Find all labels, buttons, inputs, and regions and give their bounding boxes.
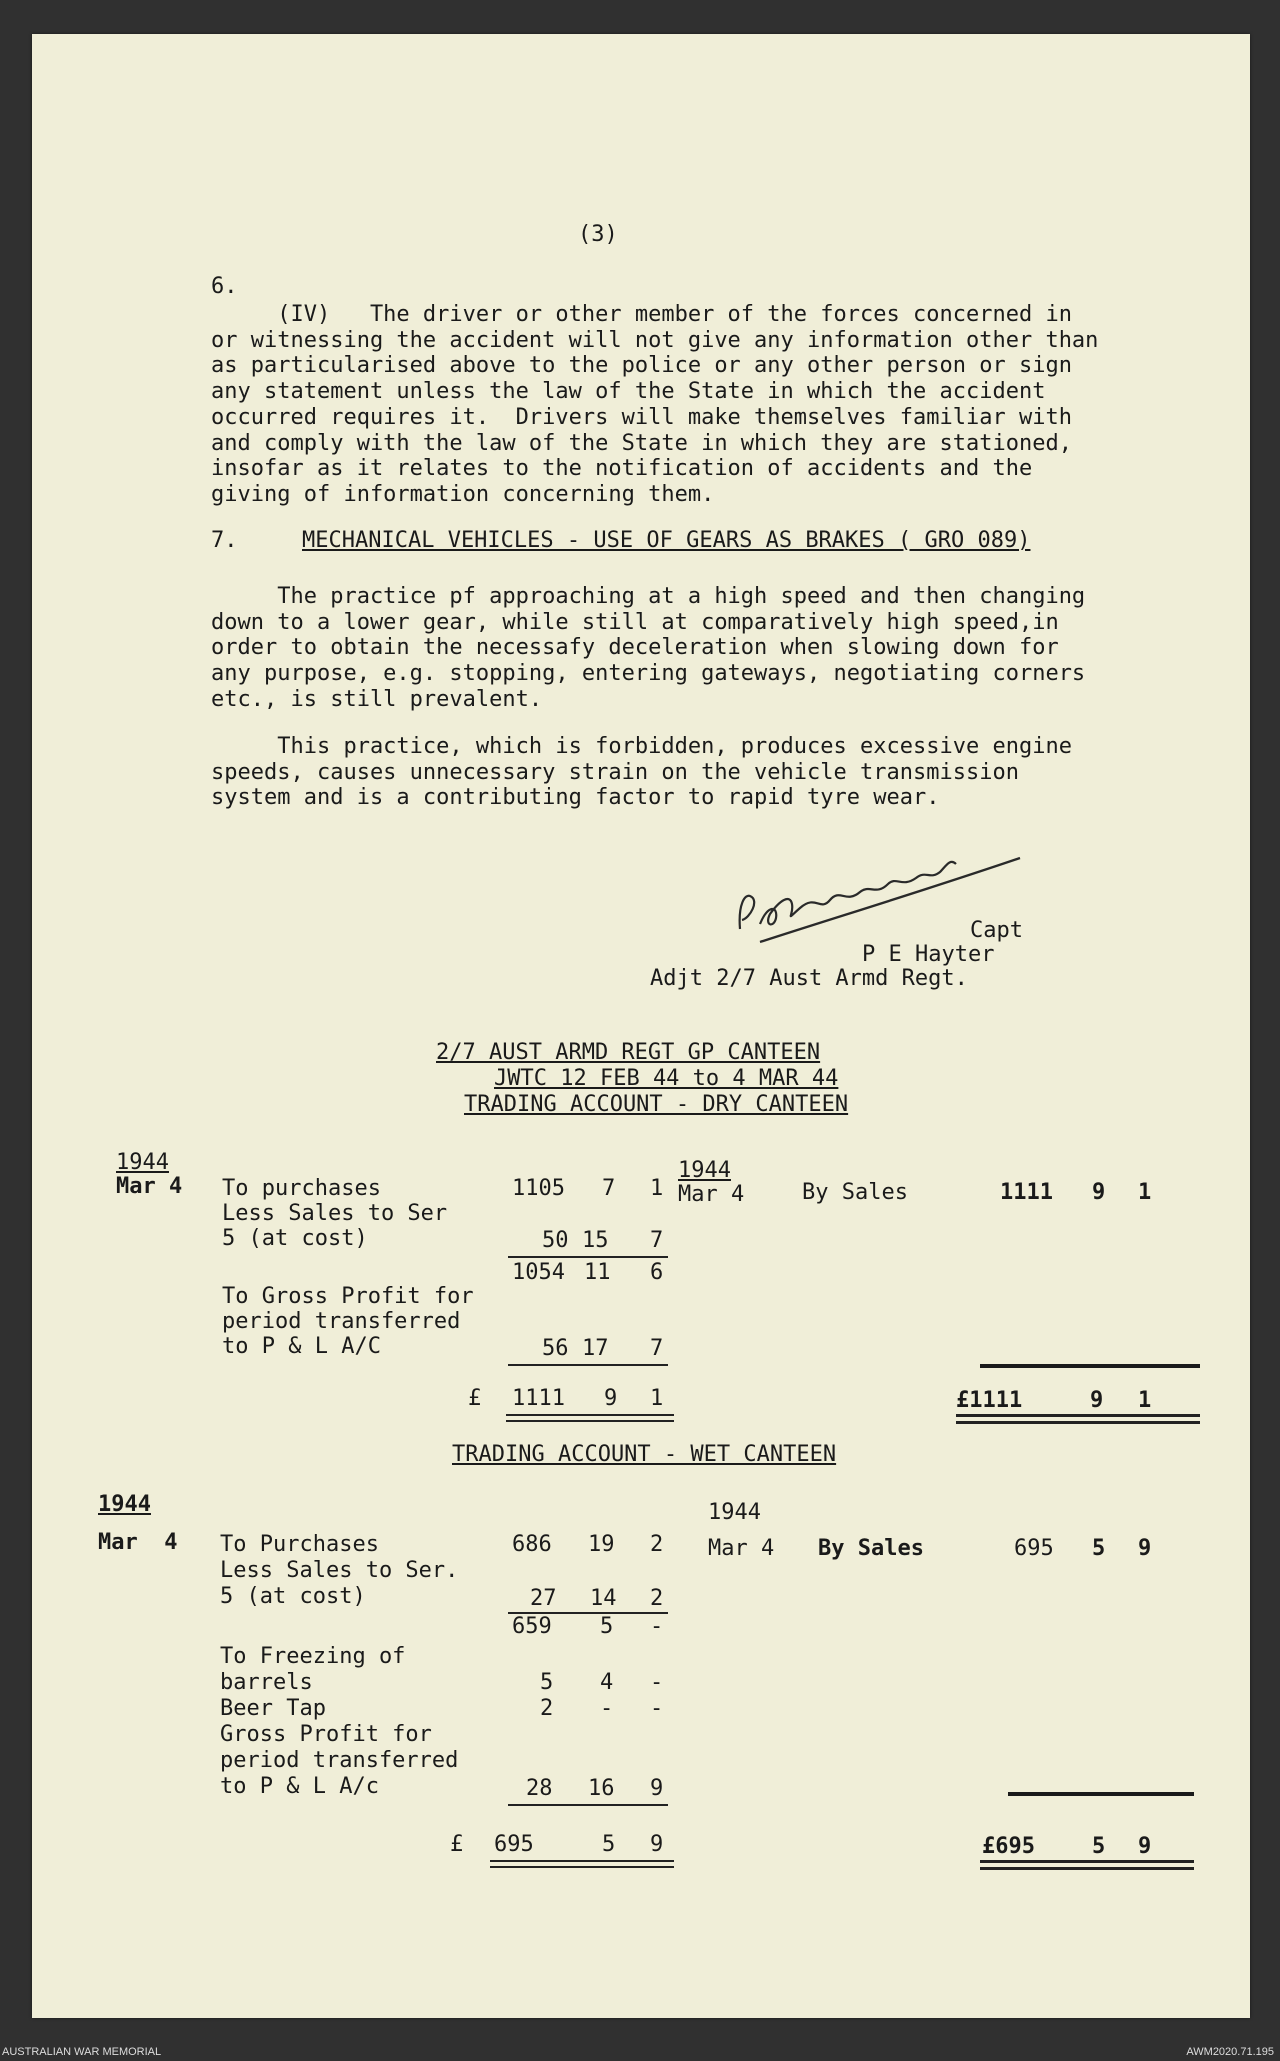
wet-total-pounds: 695 (494, 1832, 534, 1857)
dry-right-rule (980, 1364, 1200, 1368)
wet-profit-label-3: to P & L A/c (220, 1774, 379, 1799)
dry-purchases-pence: 1 (650, 1176, 664, 1201)
dry-profit-rule (508, 1364, 668, 1366)
wet-left-date: Mar 4 (98, 1530, 178, 1555)
wet-freezing-shillings: 4 (600, 1670, 614, 1695)
dry-subtotal-rule (508, 1256, 668, 1258)
dry-less-label-2: 5 (at cost) (222, 1226, 368, 1251)
dry-right-total-pounds: £1111 (956, 1388, 1023, 1413)
wet-right-total-shillings: 5 (1092, 1834, 1106, 1859)
wet-less-shillings: 14 (590, 1586, 617, 1611)
wet-freezing-label-1: To Freezing of (220, 1644, 406, 1669)
wet-right-rule (1008, 1792, 1194, 1796)
document-page (32, 34, 1250, 2018)
wet-purchases-pounds: 686 (512, 1532, 552, 1557)
dry-pound-sign: £ (468, 1386, 482, 1411)
wet-sales-pence: 9 (1138, 1536, 1152, 1561)
dry-profit-label-2: period transferred (222, 1309, 461, 1334)
dry-right-date: Mar 4 (678, 1182, 745, 1207)
wet-canteen-heading: TRADING ACCOUNT - WET CANTEEN (452, 1442, 837, 1467)
wet-pound-sign: £ (450, 1832, 464, 1857)
wet-right-year: 1944 (708, 1500, 761, 1525)
wet-total-shillings: 5 (602, 1832, 616, 1857)
dry-less-pounds: 50 (542, 1228, 569, 1253)
dry-purchases-pounds: 1105 (512, 1176, 565, 1201)
wet-net-pounds: 659 (512, 1614, 552, 1639)
section-6-text: (IV) The driver or other member of the forces concerned in or witnessing the accident will not give any information other than as particularised above to the police or any other person or sign any statement unless the law of the State in which the accident occurred requires it. Drivers will make themselves familiar with and comply with the law of the State in which they are stationed, insofar as it relates to the notification of accidents and the giving of information concerning them. (211, 302, 1099, 507)
wet-left-year: 1944 (98, 1492, 151, 1517)
section-7-paragraph-1: The practice pf approaching at a high speed and then changing down to a lower gear, while still at comparatively high speed,in order to obtain the necessafy deceleration when slowing down for any purpose, e.g. stopping, entering gateways, negotiating corners etc., is still prevalent. (211, 584, 1086, 712)
dry-net-pounds: 1054 (512, 1260, 565, 1285)
wet-beer-pence: - (650, 1696, 664, 1721)
wet-total-pence: 9 (650, 1832, 664, 1857)
wet-sales-pounds: 695 (1014, 1536, 1054, 1561)
wet-total-double-rule (490, 1860, 674, 1868)
wet-purchases-label: To Purchases (220, 1532, 379, 1557)
dry-profit-pence: 7 (650, 1336, 664, 1361)
wet-sales-label: By Sales (818, 1536, 924, 1561)
signature-title: Adjt 2/7 Aust Armd Regt. (650, 966, 968, 991)
wet-profit-shillings: 16 (588, 1776, 615, 1801)
dry-less-shillings: 15 (582, 1228, 609, 1253)
canteen-heading: 2/7 AUST ARMD REGT GP CANTEEN (436, 1040, 821, 1065)
period-heading: JWTC 12 FEB 44 to 4 MAR 44 (494, 1066, 839, 1091)
wet-purchases-pence: 2 (650, 1532, 664, 1557)
dry-purchases-label: To purchases (222, 1176, 381, 1201)
dry-left-year: 1944 (116, 1150, 169, 1175)
section-6-number: 6. (211, 274, 238, 299)
wet-beer-label: Beer Tap (220, 1696, 326, 1721)
dry-canteen-heading: TRADING ACCOUNT - DRY CANTEEN (464, 1092, 849, 1117)
dry-purchases-shillings: 7 (602, 1176, 616, 1201)
wet-profit-label-2: period transferred (220, 1748, 459, 1773)
wet-right-total-pounds: £695 (982, 1834, 1035, 1859)
dry-right-double-rule (956, 1414, 1200, 1424)
dry-profit-pounds: 56 (542, 1336, 569, 1361)
dry-sales-pence: 1 (1138, 1180, 1152, 1205)
wet-less-pence: 2 (650, 1586, 664, 1611)
section-7-number: 7. (211, 528, 238, 553)
dry-profit-shillings: 17 (582, 1336, 609, 1361)
wet-less-label-1: Less Sales to Ser. (220, 1558, 459, 1583)
dry-less-label-1: Less Sales to Ser (222, 1201, 448, 1226)
wet-freezing-pence: - (650, 1670, 664, 1695)
dry-left-date: Mar 4 (116, 1174, 183, 1199)
wet-right-date: Mar 4 (708, 1536, 775, 1561)
page-number: (3) (578, 222, 618, 247)
dry-net-shillings: 11 (584, 1260, 611, 1285)
dry-profit-label-1: To Gross Profit for (222, 1284, 474, 1309)
section-7-heading: MECHANICAL VEHICLES - USE OF GEARS AS BRAKES ( GRO 089) (302, 528, 1031, 553)
dry-right-year: 1944 (678, 1158, 731, 1183)
dry-less-pence: 7 (650, 1228, 664, 1253)
dry-profit-label-3: to P & L A/C (222, 1334, 381, 1359)
signature-rank: Capt (970, 918, 1023, 943)
dry-total-pence: 1 (650, 1386, 664, 1411)
dry-sales-pounds: 1111 (1000, 1180, 1053, 1205)
wet-profit-label-1: Gross Profit for (220, 1722, 432, 1747)
wet-net-pence: - (650, 1614, 664, 1639)
wet-freezing-pounds: 5 (540, 1670, 554, 1695)
wet-right-double-rule (980, 1860, 1194, 1870)
wet-purchases-shillings: 19 (588, 1532, 615, 1557)
dry-total-shillings: 9 (604, 1386, 618, 1411)
wet-beer-shillings: - (600, 1696, 614, 1721)
dry-sales-shillings: 9 (1092, 1180, 1106, 1205)
dry-total-double-rule (506, 1414, 674, 1422)
dry-right-total-shillings: 9 (1090, 1388, 1104, 1413)
wet-freezing-label-2: barrels (220, 1670, 313, 1695)
wet-less-label-2: 5 (at cost) (220, 1584, 366, 1609)
dry-sales-label: By Sales (802, 1180, 908, 1205)
wet-less-pounds: 27 (530, 1586, 557, 1611)
dry-net-pence: 6 (650, 1260, 664, 1285)
wet-sales-shillings: 5 (1092, 1536, 1106, 1561)
section-7-paragraph-2: This practice, which is forbidden, produces excessive engine speeds, causes unnecessary strain on the vehicle transmission system and is a contributing factor to rapid tyre wear. (211, 734, 1072, 811)
wet-beer-pounds: 2 (540, 1696, 554, 1721)
wet-right-total-pence: 9 (1138, 1834, 1152, 1859)
footer-archive-name: AUSTRALIAN WAR MEMORIAL (2, 2046, 162, 2058)
dry-total-pounds: 1111 (512, 1386, 565, 1411)
wet-profit-pounds: 28 (526, 1776, 553, 1801)
dry-right-total-pence: 1 (1138, 1388, 1152, 1413)
signature-name: P E Hayter (862, 942, 995, 967)
wet-net-shillings: 5 (600, 1614, 614, 1639)
footer-archive-id: AWM2020.71.195 (1186, 2046, 1274, 2058)
wet-profit-rule (508, 1804, 668, 1806)
wet-profit-pence: 9 (650, 1776, 664, 1801)
